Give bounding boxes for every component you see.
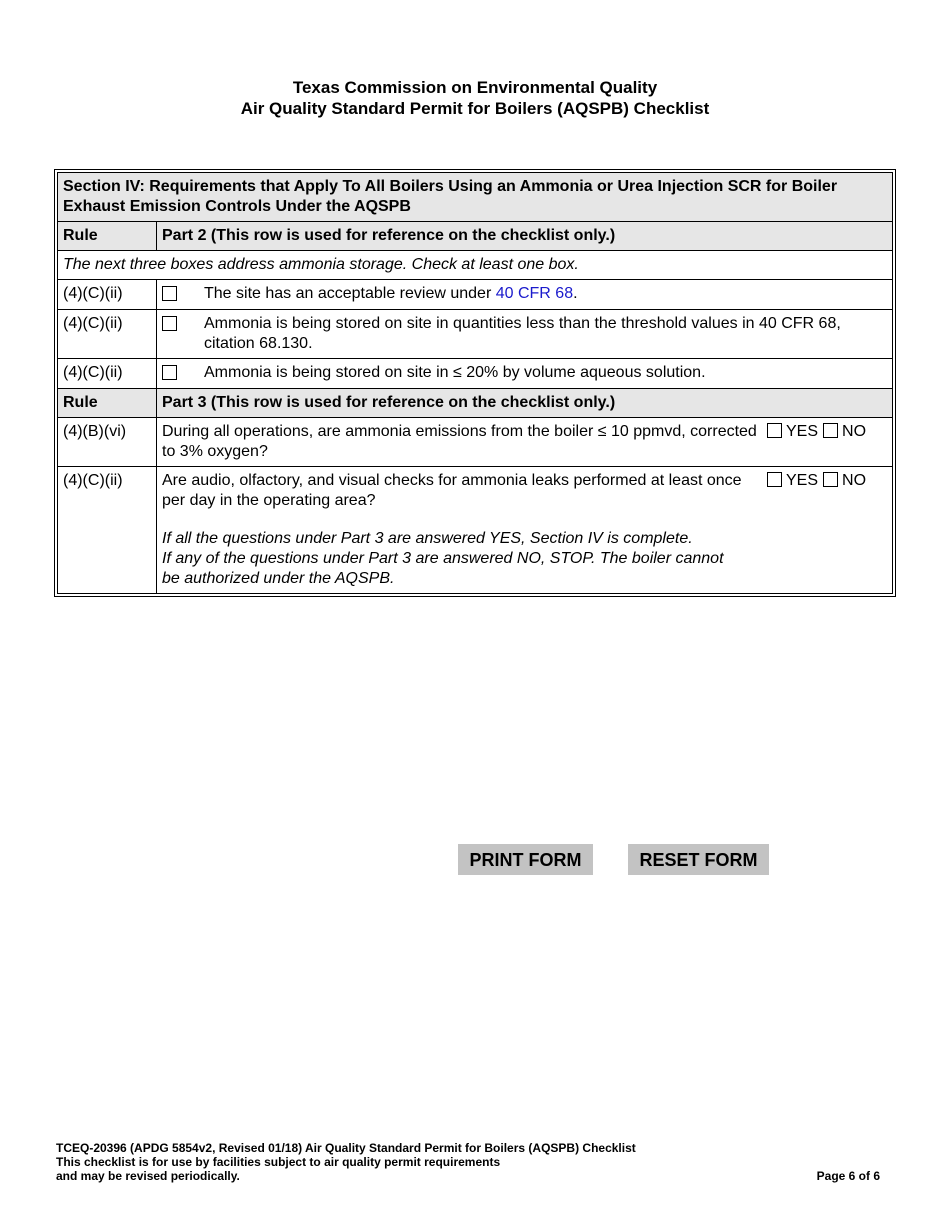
no-label: NO (842, 472, 867, 489)
rule-cell: (4)(C)(ii) (58, 310, 157, 359)
part2-instruction: The next three boxes address ammonia storage. Check at least one box. (58, 251, 893, 280)
rule-header: Rule (58, 222, 157, 251)
yes-no-group (767, 422, 887, 462)
section-title-row (58, 173, 893, 222)
section-title: Section IV: Requirements that Apply To All Boilers Using an Ammonia or Urea Injection SCR for Boiler Exhaust Emission Controls Under the AQSPB (58, 173, 893, 222)
checkbox-cell (157, 280, 893, 310)
rule-cell: (4)(C)(ii) (58, 280, 157, 310)
checkbox-cell (157, 310, 893, 359)
rule-header: Rule (58, 389, 157, 418)
no-checkbox[interactable] (823, 472, 838, 487)
below-threshold-checkbox[interactable] (162, 316, 177, 331)
no-label: NO (842, 423, 867, 440)
part2-header: Part 2 (This row is used for reference on the checklist only.) (157, 222, 893, 251)
print-form-button[interactable]: PRINT FORM (458, 844, 593, 875)
yes-no-group (767, 471, 887, 511)
rule-cell: (4)(B)(vi) (58, 418, 157, 467)
yes-checkbox[interactable] (767, 472, 782, 487)
rule-cell: (4)(C)(ii) (58, 359, 157, 389)
acceptable-review-checkbox[interactable] (162, 286, 177, 301)
note-line: If any of the questions under Part 3 are answered NO, STOP. The boiler cannot be authorized under the AQSPB. (162, 550, 724, 587)
question-text: Are audio, olfactory, and visual checks for ammonia leaks performed at least once per day in the operating area? (162, 472, 742, 509)
part2-instruction-row (58, 251, 893, 280)
part3-header: Part 3 (This row is used for reference on the checklist only.) (157, 389, 893, 418)
page-number: Page 6 of 6 (816, 1169, 880, 1183)
table-row (58, 467, 893, 594)
form-footer (56, 1141, 636, 1183)
question-cell (157, 418, 893, 467)
table-row (58, 359, 893, 389)
note-line: If all the questions under Part 3 are answered YES, Section IV is complete. (162, 530, 693, 547)
footer-form-id: TCEQ-20396 (APDG 5854v2, Revised 01/18) Air Quality Standard Permit for Boilers (AQSPB) Checklist (56, 1141, 636, 1155)
yes-label: YES (786, 472, 819, 489)
question-text: During all operations, are ammonia emissions from the boiler ≤ 10 ppmvd, corrected to 3% oxygen? (162, 423, 757, 460)
reset-form-button[interactable]: RESET FORM (628, 844, 769, 875)
table-row (58, 280, 893, 310)
checklist-title: Air Quality Standard Permit for Boilers (AQSPB) Checklist (240, 99, 710, 118)
part3-header-row (58, 389, 893, 418)
checkbox-cell (157, 359, 893, 389)
section-iv-table-frame (54, 169, 896, 597)
table-row (58, 310, 893, 359)
aqueous-solution-checkbox[interactable] (162, 365, 177, 380)
yes-label: YES (786, 423, 819, 440)
footer-line: This checklist is for use by facilities subject to air quality permit requirements (56, 1155, 501, 1169)
agency-title: Texas Commission on Environmental Quality (292, 78, 658, 97)
document-header (0, 77, 950, 119)
item-text: The site has an acceptable review under 40 CFR 68. (204, 285, 578, 302)
cfr-68-link[interactable]: 40 CFR 68 (495, 285, 574, 302)
table-row (58, 418, 893, 467)
completion-note (162, 529, 742, 589)
item-text: Ammonia is being stored on site in ≤ 20% by volume aqueous solution. (204, 364, 706, 381)
question-cell (157, 467, 893, 594)
item-text: Ammonia is being stored on site in quantities less than the threshold values in 40 CFR 68, citation 68.130. (204, 315, 841, 352)
rule-cell: (4)(C)(ii) (58, 467, 157, 594)
section-iv-table (57, 172, 893, 594)
part2-header-row (58, 222, 893, 251)
footer-line: and may be revised periodically. (56, 1169, 240, 1183)
yes-checkbox[interactable] (767, 423, 782, 438)
no-checkbox[interactable] (823, 423, 838, 438)
